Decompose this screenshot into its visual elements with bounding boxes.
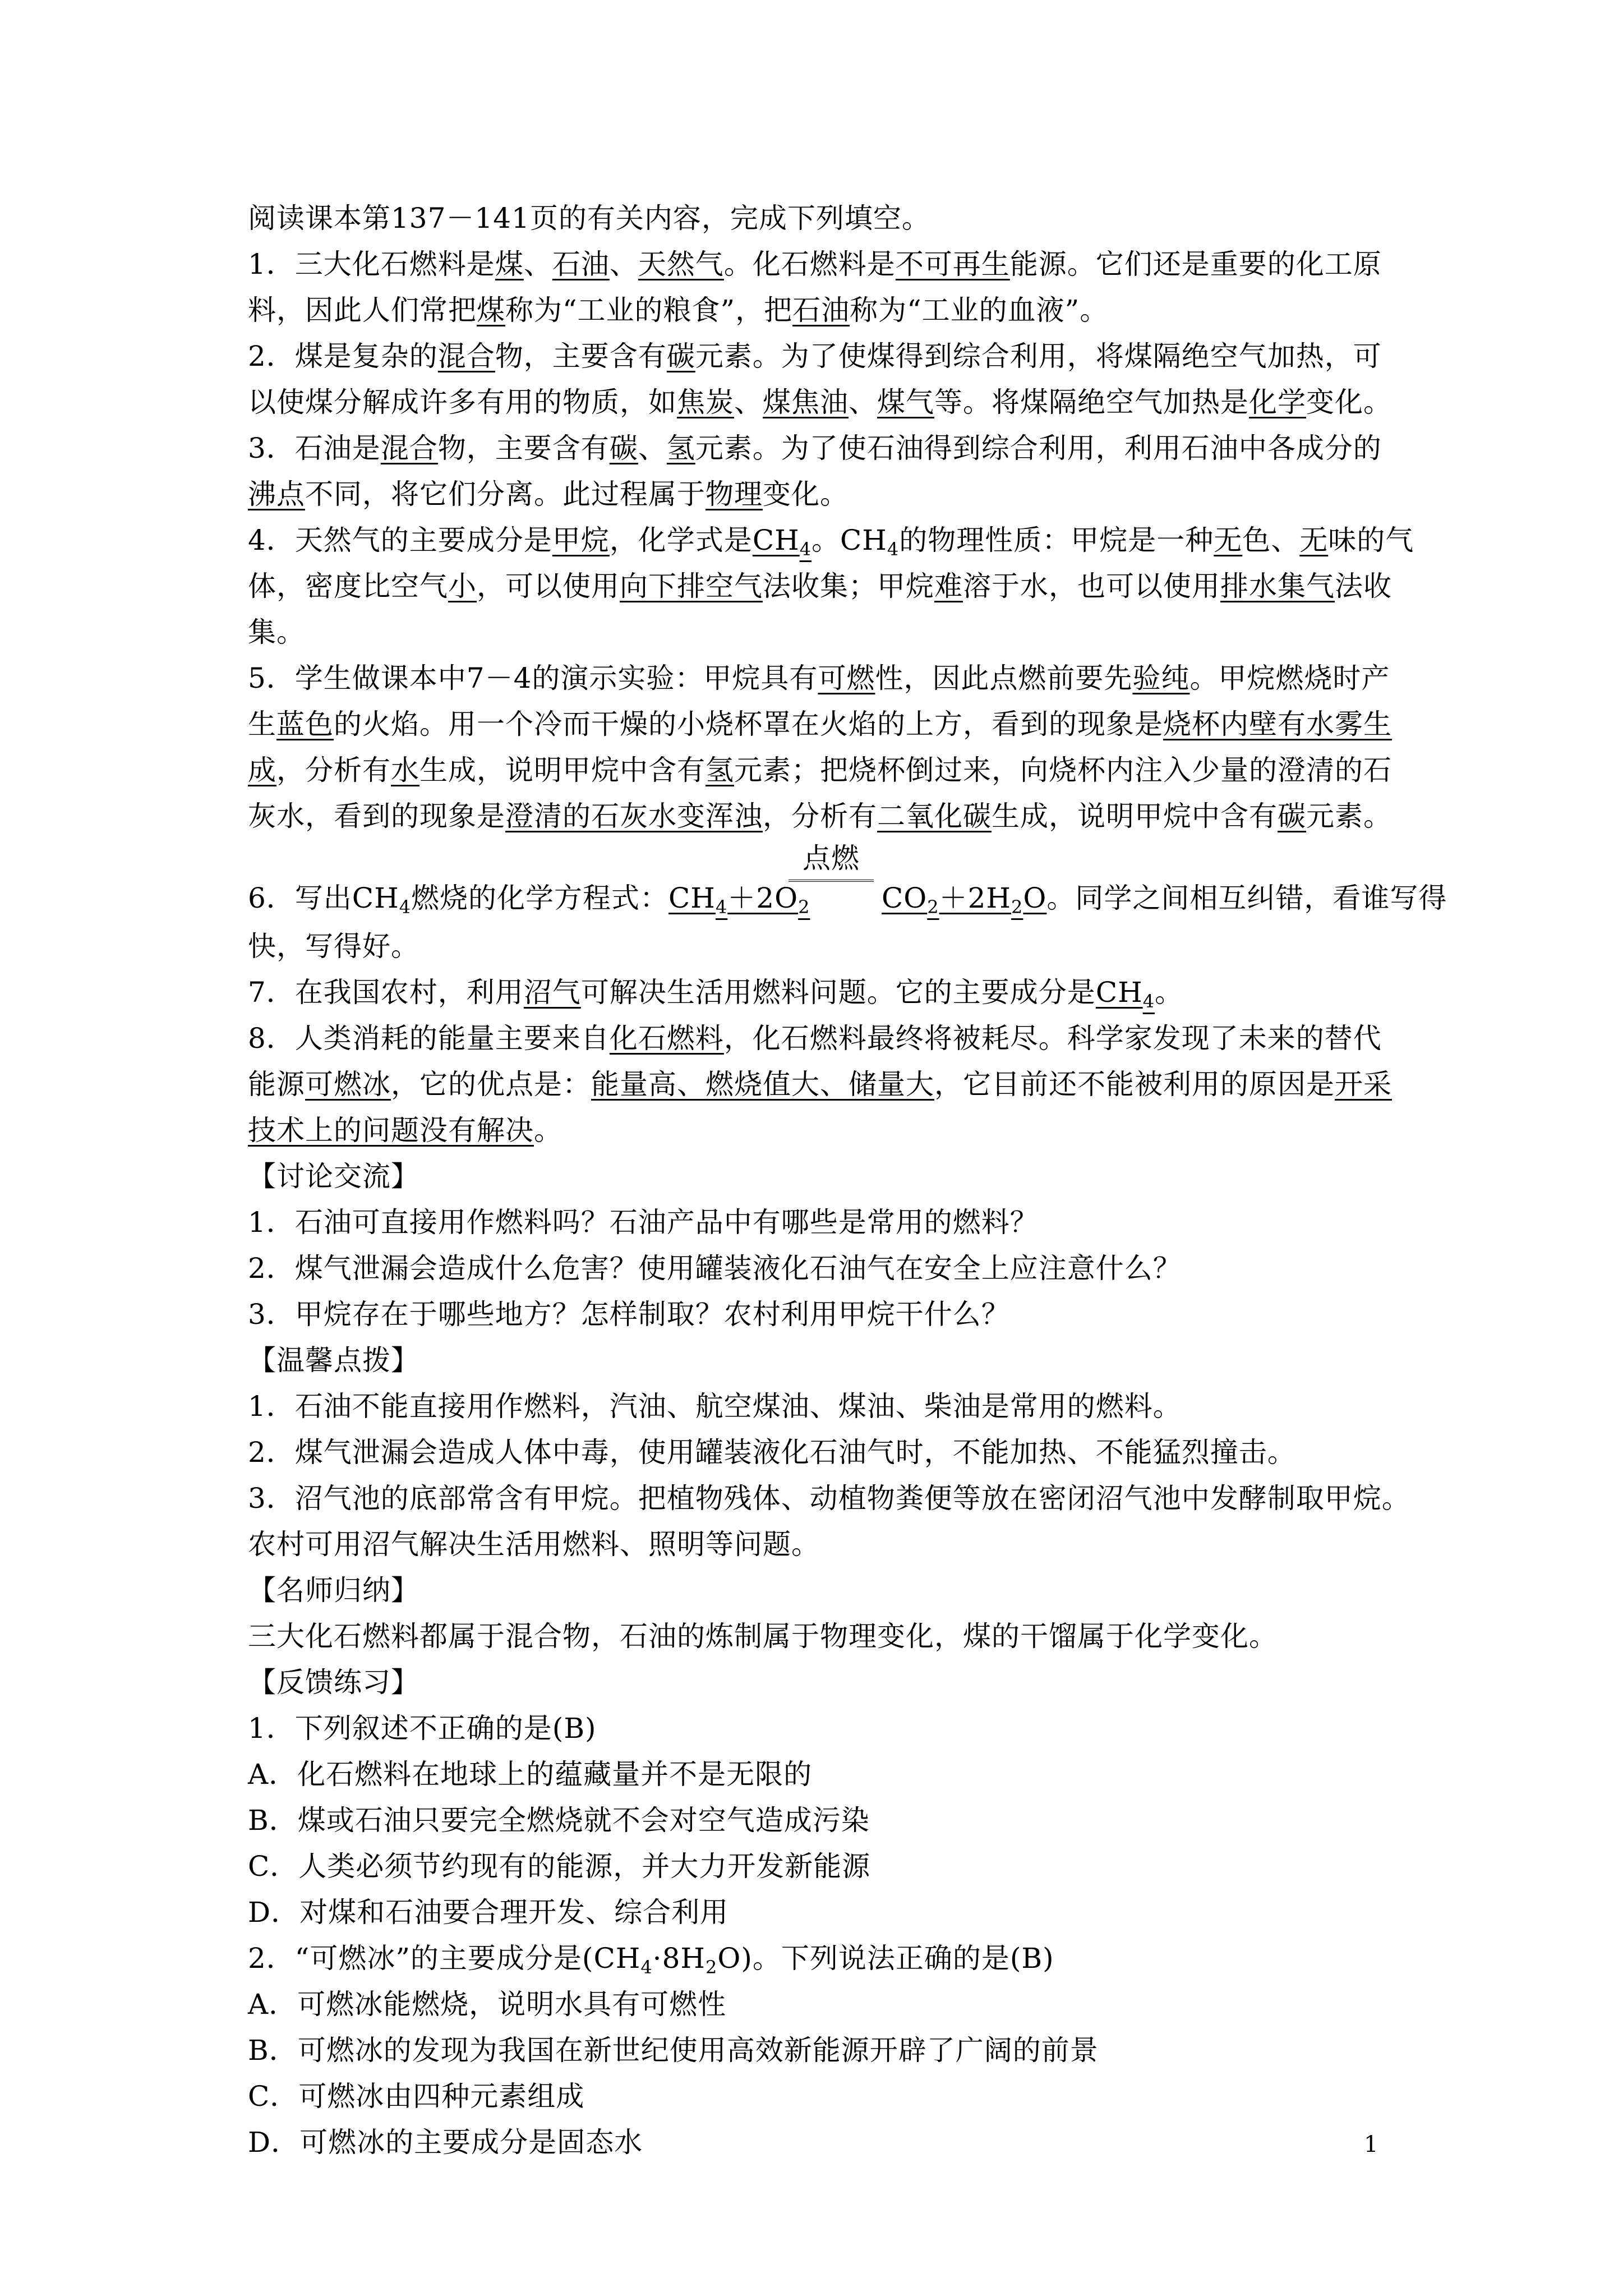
text-segment: 2．煤是复杂的 xyxy=(248,340,438,372)
answer-text: 氢 xyxy=(666,432,695,464)
text-segment: 【温馨点拨】 xyxy=(248,1344,419,1377)
equation-right xyxy=(882,875,1447,921)
text-segment: 。 xyxy=(534,1114,562,1147)
text-segment: 、 xyxy=(609,248,638,280)
text-line xyxy=(248,517,1414,563)
text-segment: 称为“工业的粮食”，把 xyxy=(505,294,793,326)
text-line xyxy=(248,1935,1390,1981)
answer-text: 水 xyxy=(391,754,419,786)
text-line xyxy=(248,1659,1390,1705)
text-line xyxy=(248,747,1390,793)
text-line xyxy=(248,195,1390,241)
text-segment: 4．天然气的主要成分是 xyxy=(248,524,552,556)
answer-text: ＋2H xyxy=(939,882,1012,914)
text-segment: 6．写出CH xyxy=(248,882,399,914)
text-line xyxy=(248,2073,1390,2119)
answer-text: 可燃 xyxy=(818,662,875,694)
answer-text: 化石燃料 xyxy=(609,1022,724,1055)
text-segment: 4 xyxy=(399,896,412,918)
text-segment: O)。下列说法正确的是(B) xyxy=(717,1942,1054,1975)
text-segment: 阅读课本第137－141页的有关内容，完成下列填空。 xyxy=(248,202,930,234)
answer-text: 4 xyxy=(799,539,812,560)
text-segment: 生 xyxy=(248,708,276,740)
answer-text: 氢 xyxy=(706,754,734,786)
text-segment: C．可燃冰由四种元素组成 xyxy=(248,2080,585,2113)
text-segment: A．可燃冰能燃烧，说明水具有可燃性 xyxy=(248,1988,727,2021)
text-line xyxy=(248,1245,1390,1291)
text-segment: 生成，说明甲烷中含有 xyxy=(419,754,706,786)
text-segment: 。CH xyxy=(811,524,887,556)
answer-text: CH xyxy=(1095,976,1143,1009)
text-segment: ，它目前还不能被利用的原因是 xyxy=(934,1068,1335,1101)
text-line xyxy=(248,333,1390,379)
equation-left xyxy=(248,875,810,921)
text-segment: 8．人类消耗的能量主要来自 xyxy=(248,1022,610,1055)
text-segment: 元素。为了使石油得到综合利用，利用石油中各成分的 xyxy=(695,432,1382,464)
answer-text: 石油 xyxy=(552,248,610,280)
text-segment: 【讨论交流】 xyxy=(248,1160,419,1193)
text-segment: 5．学生做课本中7－4的演示实验：甲烷具有 xyxy=(248,662,818,694)
text-segment: 味的气 xyxy=(1328,524,1414,556)
answer-text: O xyxy=(1023,882,1047,914)
answer-text: 2 xyxy=(927,896,939,918)
text-segment: 1．下列叙述不正确的是(B) xyxy=(248,1712,597,1745)
text-line xyxy=(248,1383,1390,1429)
text-segment: 、 xyxy=(734,386,763,418)
text-segment: 性，因此点燃前要先 xyxy=(875,662,1133,694)
text-segment: 法收 xyxy=(1335,570,1392,602)
text-segment: 变化。 xyxy=(1306,386,1392,418)
text-line xyxy=(248,1889,1390,1935)
answer-text: 无 xyxy=(1214,524,1243,556)
text-line xyxy=(248,655,1390,701)
answer-text: 能量高、燃烧值大、储量大 xyxy=(591,1068,934,1101)
text-segment: C．人类必须节约现有的能源，并大力开发新能源 xyxy=(248,1850,871,1883)
answer-text: 无 xyxy=(1299,524,1329,556)
text-line xyxy=(248,2119,1390,2165)
text-line xyxy=(248,1981,1390,2027)
text-segment: 灰水，看到的现象是 xyxy=(248,800,505,832)
answer-text: 小 xyxy=(448,570,477,602)
text-segment: 物，主要含有 xyxy=(495,340,667,372)
text-segment: 物，主要含有 xyxy=(437,432,610,464)
text-segment: A．化石燃料在地球上的蕴藏量并不是无限的 xyxy=(248,1758,813,1791)
answer-text: 碳 xyxy=(1278,800,1306,832)
answer-text: 焦炭 xyxy=(677,386,734,418)
text-line xyxy=(248,1705,1390,1751)
text-line xyxy=(248,1107,1390,1153)
answer-text: ＋2O xyxy=(727,882,799,914)
text-segment: 、 xyxy=(523,248,552,280)
text-segment: 称为“工业的血液”。 xyxy=(850,294,1109,326)
text-line xyxy=(248,701,1390,747)
text-segment: 2 xyxy=(705,1957,718,1978)
text-line xyxy=(248,563,1390,609)
answer-text: 煤焦油 xyxy=(763,386,849,418)
text-line xyxy=(248,287,1390,333)
answer-text: 煤气 xyxy=(877,386,934,418)
answer-text: 验纯 xyxy=(1132,662,1190,694)
text-segment: ·8H xyxy=(652,1942,706,1975)
text-line xyxy=(248,425,1390,471)
answer-text: 煤 xyxy=(495,248,524,280)
text-segment: 三大化石燃料都属于混合物，石油的炼制属于物理变化，煤的干馏属于化学变化。 xyxy=(248,1620,1278,1653)
text-segment: ，化学式是 xyxy=(609,524,753,556)
reaction-condition xyxy=(786,841,876,882)
answer-text: 向下排空气 xyxy=(620,570,763,602)
text-segment: 2．“可燃冰”的主要成分是(CH xyxy=(248,1942,641,1975)
answer-text: 开采 xyxy=(1335,1068,1392,1101)
answer-text: 难 xyxy=(934,570,963,602)
text-segment: D．对煤和石油要合理开发、综合利用 xyxy=(248,1896,729,1929)
text-line xyxy=(248,1797,1390,1843)
text-segment: 体，密度比空气 xyxy=(248,570,448,602)
answer-text: CH xyxy=(752,524,800,556)
answer-text: 澄清的石灰水变浑浊 xyxy=(505,800,763,832)
text-segment: 农村可用沼气解决生活用燃料、照明等问题。 xyxy=(248,1528,820,1561)
answer-text: 2 xyxy=(798,896,810,918)
text-segment: 2．煤气泄漏会造成什么危害？使用罐装液化石油气在安全上应注意什么？ xyxy=(248,1252,1182,1285)
text-segment: 。化石燃料是 xyxy=(723,248,896,280)
text-segment: 3．石油是 xyxy=(248,432,381,464)
equation-line xyxy=(248,839,1447,923)
text-segment: 法收集；甲烷 xyxy=(763,570,934,602)
text-segment: 可解决生活用燃料问题。它的主要成分是 xyxy=(580,976,1096,1009)
text-segment: 快，写得好。 xyxy=(248,930,419,963)
text-line xyxy=(248,1843,1390,1889)
text-segment: 。 xyxy=(1155,976,1184,1009)
answer-text: 煤 xyxy=(477,294,505,326)
text-segment: ，化石燃料最终将被耗尽。科学家发现了未来的替代 xyxy=(723,1022,1382,1055)
text-segment: ，可以使用 xyxy=(477,570,620,602)
text-segment: 2．煤气泄漏会造成人体中毒，使用罐装液化石油气时，不能加热、不能猛烈撞击。 xyxy=(248,1436,1296,1469)
answer-text: 不可再生 xyxy=(895,248,1010,280)
text-segment: 元素；把烧杯倒过来，向烧杯内注入少量的澄清的石 xyxy=(734,754,1392,786)
text-segment: ，它的优点是： xyxy=(391,1068,591,1101)
text-segment: 。同学之间相互纠错，看谁写得 xyxy=(1046,882,1447,914)
answer-text: 石油 xyxy=(792,294,850,326)
text-segment: 集。 xyxy=(248,616,305,648)
text-segment: 元素。 xyxy=(1306,800,1392,832)
text-segment: 3．甲烷存在于哪些地方？怎样制取？农村利用甲烷干什么？ xyxy=(248,1298,1010,1331)
answer-text: 烧杯内壁有水雾生 xyxy=(1163,708,1392,740)
text-line xyxy=(248,1567,1390,1613)
answer-text: 二氧化碳 xyxy=(877,800,992,832)
answer-text: 混合 xyxy=(437,340,495,372)
text-segment: 3．沼气池的底部常含有甲烷。把植物残体、动植物粪便等放在密闭沼气池中发酵制取甲烷。 xyxy=(248,1482,1410,1515)
text-segment: 1．石油不能直接用作燃料，汽油、航空煤油、煤油、柴油是常用的燃料。 xyxy=(248,1390,1182,1423)
text-line xyxy=(248,241,1390,287)
text-line xyxy=(248,2027,1390,2073)
text-segment: 能源。它们还是重要的化工原 xyxy=(1009,248,1382,280)
answer-text: 化学 xyxy=(1249,386,1306,418)
answer-text: 碳 xyxy=(666,340,695,372)
answer-text: 蓝色 xyxy=(276,708,334,740)
answer-text: 甲烷 xyxy=(552,524,610,556)
text-line xyxy=(248,923,1390,969)
text-segment: 不同，将它们分离。此过程属于 xyxy=(305,478,706,510)
answer-text: 沼气 xyxy=(523,976,581,1009)
text-line xyxy=(248,1153,1390,1199)
answer-text: 碳 xyxy=(609,432,638,464)
text-segment: 4 xyxy=(640,1957,653,1978)
text-line xyxy=(248,609,1390,655)
text-segment: B．煤或石油只要完全燃烧就不会对空气造成污染 xyxy=(248,1804,870,1837)
condition-label: 点燃 xyxy=(803,842,860,875)
answer-text: CO xyxy=(882,882,928,914)
answer-text: 可燃冰 xyxy=(305,1068,391,1101)
text-segment: 等。将煤隔绝空气加热是 xyxy=(934,386,1249,418)
text-segment: 1．石油可直接用作燃料吗？石油产品中有哪些是常用的燃料？ xyxy=(248,1206,1039,1239)
text-line xyxy=(248,1475,1410,1521)
text-line xyxy=(248,1521,1390,1567)
answer-text: CH xyxy=(668,882,716,914)
text-line xyxy=(248,379,1390,425)
text-line xyxy=(248,1429,1390,1475)
answer-text: 天然气 xyxy=(638,248,724,280)
text-segment: 色、 xyxy=(1242,524,1300,556)
answer-text: 沸点 xyxy=(248,478,305,510)
text-segment: ，分析有 xyxy=(276,754,391,786)
text-segment: 以使煤分解成许多有用的物质，如 xyxy=(248,386,677,418)
answer-text: 排水集气 xyxy=(1220,570,1335,602)
answer-text: 成 xyxy=(248,754,276,786)
answer-text: 4 xyxy=(715,896,728,918)
double-bar xyxy=(789,880,874,882)
text-line xyxy=(248,1751,1390,1797)
document-body xyxy=(248,195,1447,2165)
text-line xyxy=(248,1291,1390,1337)
text-segment: D．可燃冰的主要成分是固态水 xyxy=(248,2126,643,2159)
text-segment: 的火焰。用一个冷而干燥的小烧杯罩在火焰的上方，看到的现象是 xyxy=(334,708,1163,740)
answer-text: 技术上的问题没有解决 xyxy=(248,1114,534,1147)
text-line xyxy=(248,1199,1390,1245)
text-segment: 、 xyxy=(849,386,877,418)
text-line xyxy=(248,1337,1390,1383)
answer-text: 2 xyxy=(1011,896,1023,918)
text-segment: 溶于水，也可以使用 xyxy=(963,570,1220,602)
text-segment: 【名师归纳】 xyxy=(248,1574,419,1607)
text-segment: 料，因此人们常把 xyxy=(248,294,477,326)
answer-text: 物理 xyxy=(706,478,763,510)
text-line xyxy=(248,1061,1390,1107)
answer-text: 混合 xyxy=(380,432,438,464)
answer-text: 4 xyxy=(1142,991,1155,1012)
text-segment: 。甲烷燃烧时产 xyxy=(1189,662,1390,694)
text-segment: 4 xyxy=(887,539,900,560)
text-segment: B．可燃冰的发现为我国在新世纪使用高效新能源开辟了广阔的前景 xyxy=(248,2034,1099,2067)
text-segment: ，分析有 xyxy=(763,800,877,832)
text-line xyxy=(248,969,1390,1015)
text-line xyxy=(248,471,1390,517)
text-segment: 【反馈练习】 xyxy=(248,1666,419,1699)
discussion-and-exercise-section xyxy=(248,923,1410,2165)
text-segment: 变化。 xyxy=(763,478,849,510)
text-line xyxy=(248,1015,1390,1061)
page-number: 1 xyxy=(1364,2132,1378,2157)
text-segment: 7．在我国农村，利用 xyxy=(248,976,524,1009)
text-segment: 燃烧的化学方程式： xyxy=(411,882,669,914)
text-segment: 、 xyxy=(638,432,667,464)
text-line xyxy=(248,793,1390,839)
text-segment: 能源 xyxy=(248,1068,305,1101)
reading-fill-in-section xyxy=(248,195,1414,839)
text-segment: 元素。为了使煤得到综合利用，将煤隔绝空气加热，可 xyxy=(695,340,1382,372)
text-segment: 的物理性质：甲烷是一种 xyxy=(899,524,1214,556)
text-line xyxy=(248,1613,1390,1659)
text-segment: 生成，说明甲烷中含有 xyxy=(992,800,1278,832)
text-segment: 1．三大化石燃料是 xyxy=(248,248,495,280)
